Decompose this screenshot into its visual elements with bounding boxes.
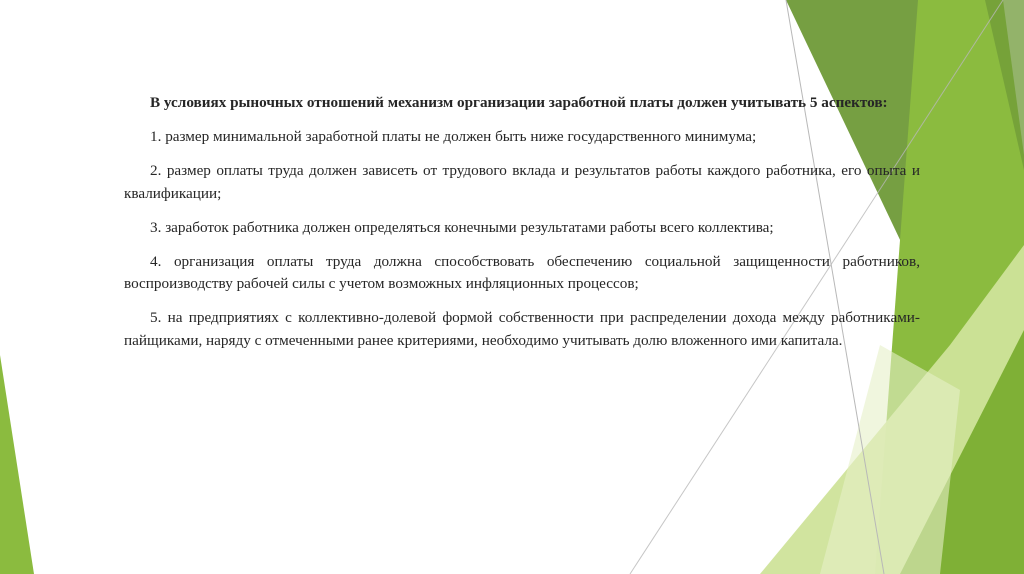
aspect-item-1: 1. размер минимальной заработной платы не должен быть ниже государственного минимума; — [150, 128, 757, 145]
slide-heading: В условиях рыночных отношений механизм организации заработной платы должен учитывать 5 аспектов: — [150, 94, 888, 111]
aspect-item-4: 4. организация оплаты труда должна способствовать обеспечению социальной защищенности работников, воспроизводству рабочей силы с учетом возможных инфляционных процессов; — [124, 252, 920, 292]
slide-content — [124, 92, 920, 364]
green-pale-sheet — [820, 345, 960, 574]
aspect-item-5: 5. на предприятиях с коллективно-долевой формой собственности при распределении дохода между работниками-пайщиками, наряду с отмеченными ранее критериями, необходимо учитывать долю вложенного ими капитала. — [124, 309, 920, 349]
green-left-strip — [0, 355, 34, 574]
aspect-item-3: 3. заработок работника должен определяться конечными результатами работы всего коллектива; — [150, 218, 774, 236]
aspect-item-2: 2. размер оплаты труда должен зависеть от трудового вклада и результатов работы каждого работника, его опыта и квалификации; — [124, 162, 920, 202]
